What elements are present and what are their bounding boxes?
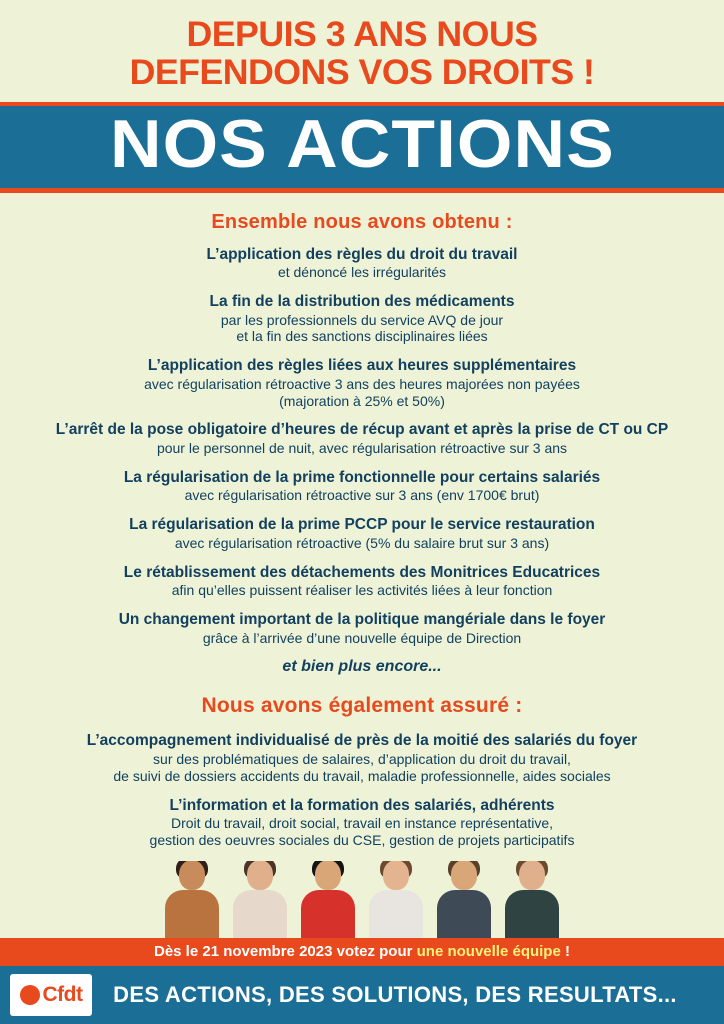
assured-head: L’accompagnement individualisé de près de la moitié des salariés du foyer xyxy=(86,732,638,750)
vote-band xyxy=(0,938,724,966)
achievement-head: Le rétablissement des détachements des Monitrices Educatrices xyxy=(123,563,601,581)
achievement-head: La régularisation de la prime fonctionnelle pour certains salariés xyxy=(123,468,601,486)
assured-sub: Droit du travail, droit social, travail en instance représentative, xyxy=(170,815,554,832)
vote-text xyxy=(154,943,570,960)
team-photo xyxy=(0,861,724,938)
footer-bar xyxy=(0,966,724,1024)
person-body xyxy=(233,890,287,938)
achievement-item xyxy=(14,246,710,281)
vote-suffix: ! xyxy=(560,943,570,960)
achievement-sub: avec régularisation rétroactive sur 3 ans (env 1700€ brut) xyxy=(184,487,540,504)
person-head xyxy=(519,861,545,890)
achievement-sub: afin qu’elles puissent réaliser les activités liées à leur fonction xyxy=(171,582,553,599)
person-head xyxy=(179,861,205,890)
top-headline xyxy=(0,0,724,102)
achievement-item xyxy=(14,564,710,599)
person-head xyxy=(451,861,477,890)
achievement-head: Un changement important de la politique mangériale dans le foyer xyxy=(118,610,606,628)
section-1-title: Ensemble nous avons obtenu : xyxy=(211,210,513,233)
assured-sub-2: de suivi de dossiers accidents du travail, maladie professionnelle, aides sociales xyxy=(113,767,611,784)
person-body xyxy=(369,890,423,938)
person-head xyxy=(247,861,273,890)
assured-sub: sur des problématiques de salaires, d’application du droit du travail, xyxy=(153,750,571,767)
achievement-sub: pour le personnel de nuit, avec régularisation rétroactive sur 3 ans xyxy=(156,439,568,456)
achievement-item xyxy=(14,611,710,646)
banner xyxy=(0,102,724,193)
section-2-title: Nous avons également assuré : xyxy=(201,694,523,718)
achievement-sub: par les professionnels du service AVQ de jour xyxy=(220,311,504,328)
achievement-item xyxy=(14,357,710,409)
content-area xyxy=(0,193,724,861)
achievement-head: La régularisation de la prime PCCP pour le service restauration xyxy=(129,516,595,534)
achievement-head: La fin de la distribution des médicaments xyxy=(209,292,515,310)
achievement-item xyxy=(14,516,710,551)
team-member-photo xyxy=(363,861,429,938)
achievement-head: L’application des règles du droit du travail xyxy=(206,245,518,263)
achievement-sub-2: (majoration à 25% et 50%) xyxy=(279,392,445,409)
achievement-item xyxy=(14,421,710,456)
achievement-sub-2: et la fin des sanctions disciplinaires liées xyxy=(236,328,488,345)
person-head xyxy=(315,861,341,890)
achievement-head: L’application des règles liées aux heures supplémentaires xyxy=(147,357,577,375)
achievement-sub: grâce à l’arrivée d’une nouvelle équipe de Direction xyxy=(202,629,522,646)
team-member-photo xyxy=(499,861,565,938)
team-member-photo xyxy=(227,861,293,938)
assured-item xyxy=(14,797,710,849)
assured-sub-2: gestion des oeuvres sociales du CSE, gestion de projets participatifs xyxy=(149,831,575,848)
banner-title: NOS ACTIONS xyxy=(109,105,615,182)
more-text: et bien plus encore... xyxy=(282,658,442,676)
team-member-photo xyxy=(295,861,361,938)
person-body xyxy=(505,890,559,938)
cfdt-logo xyxy=(10,974,92,1016)
achievement-item xyxy=(14,293,710,345)
person-body xyxy=(301,890,355,938)
team-member-photo xyxy=(431,861,497,938)
headline-line-2: DEFENDONS VOS DROITS ! xyxy=(129,52,595,92)
person-body xyxy=(165,890,219,938)
assured-head: L’information et la formation des salariés, adhérents xyxy=(169,796,555,814)
cfdt-logo-text: Cfdt xyxy=(42,983,83,1006)
vote-highlight: une nouvelle équipe xyxy=(416,943,561,960)
team-member-photo xyxy=(159,861,225,938)
person-body xyxy=(437,890,491,938)
headline-line-1: DEPUIS 3 ANS NOUS xyxy=(186,15,538,54)
person-head xyxy=(383,861,409,890)
achievement-sub: avec régularisation rétroactive 3 ans des heures majorées non payées xyxy=(144,375,580,392)
footer-slogan: DES ACTIONS, DES SOLUTIONS, DES RESULTATS... xyxy=(113,982,677,1007)
assured-item xyxy=(14,732,710,784)
vote-prefix: Dès le 21 novembre 2023 votez pour xyxy=(154,943,417,960)
achievement-sub: avec régularisation rétroactive (5% du salaire brut sur 3 ans) xyxy=(174,534,550,551)
circle-icon xyxy=(20,985,40,1005)
achievement-head: L’arrêt de la pose obligatoire d’heures de récup avant et après la prise de CT ou CP xyxy=(55,421,669,439)
achievement-item xyxy=(14,469,710,504)
achievement-sub: et dénoncé les irrégularités xyxy=(277,264,447,281)
